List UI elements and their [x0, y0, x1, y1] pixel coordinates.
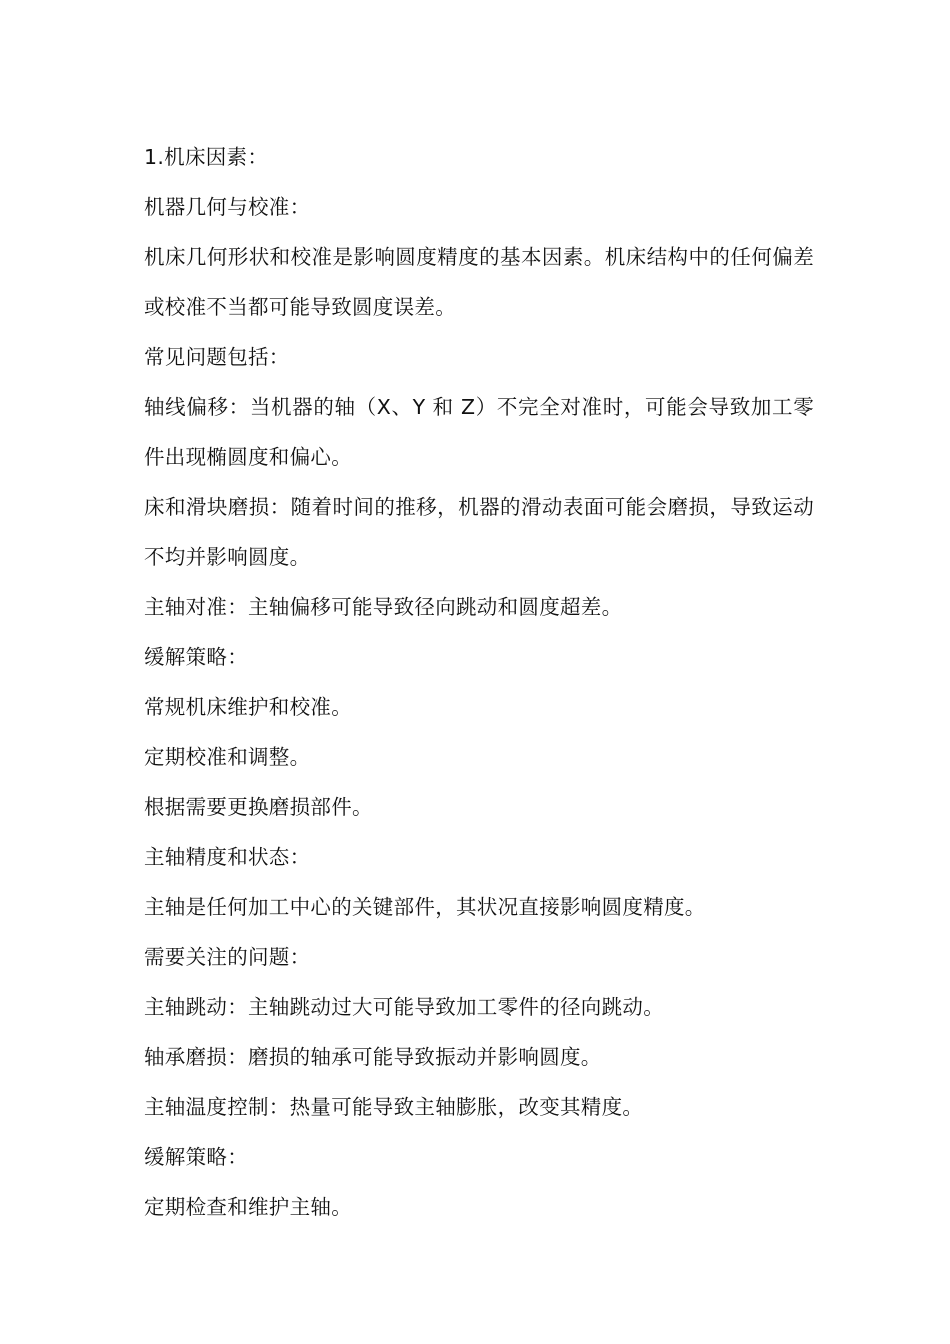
body-paragraph: 轴承磨损：磨损的轴承可能导致振动并影响圆度。: [144, 1045, 602, 1069]
body-paragraph: 主轴跳动：主轴跳动过大可能导致加工零件的径向跳动。: [144, 995, 664, 1019]
subheading-mitigation: 缓解策略：: [144, 645, 248, 669]
list-item: 定期检查和维护主轴。: [144, 1195, 352, 1219]
body-paragraph: 床和滑块磨损：随着时间的推移，机器的滑动表面可能会磨损，导致运动不均并影响圆度。: [144, 495, 814, 569]
list-item: 根据需要更换磨损部件。: [144, 795, 373, 819]
list-item: 定期校准和调整。: [144, 745, 311, 769]
body-paragraph: 机床几何形状和校准是影响圆度精度的基本因素。机床结构中的任何偏差或校准不当都可能导致圆度误差。: [144, 245, 814, 319]
subheading-common-issues: 常见问题包括：: [144, 345, 290, 369]
subheading-issues-to-watch: 需要关注的问题：: [144, 945, 311, 969]
body-paragraph: 主轴是任何加工中心的关键部件，其状况直接影响圆度精度。: [144, 895, 706, 919]
body-paragraph: 轴线偏移：当机器的轴（X、Y 和 Z）不完全对准时，可能会导致加工零件出现椭圆度和偏心。: [144, 395, 814, 469]
subheading-mitigation: 缓解策略：: [144, 1145, 248, 1169]
subheading-spindle-precision: 主轴精度和状态：: [144, 845, 311, 869]
subheading-geometry-calibration: 机器几何与校准：: [144, 195, 311, 219]
section-heading-machine-factors: 1.机床因素：: [144, 145, 269, 169]
list-item: 常规机床维护和校准。: [144, 695, 352, 719]
body-paragraph: 主轴温度控制：热量可能导致主轴膨胀，改变其精度。: [144, 1095, 644, 1119]
body-paragraph: 主轴对准：主轴偏移可能导致径向跳动和圆度超差。: [144, 595, 623, 619]
document-body: [144, 132, 814, 1232]
